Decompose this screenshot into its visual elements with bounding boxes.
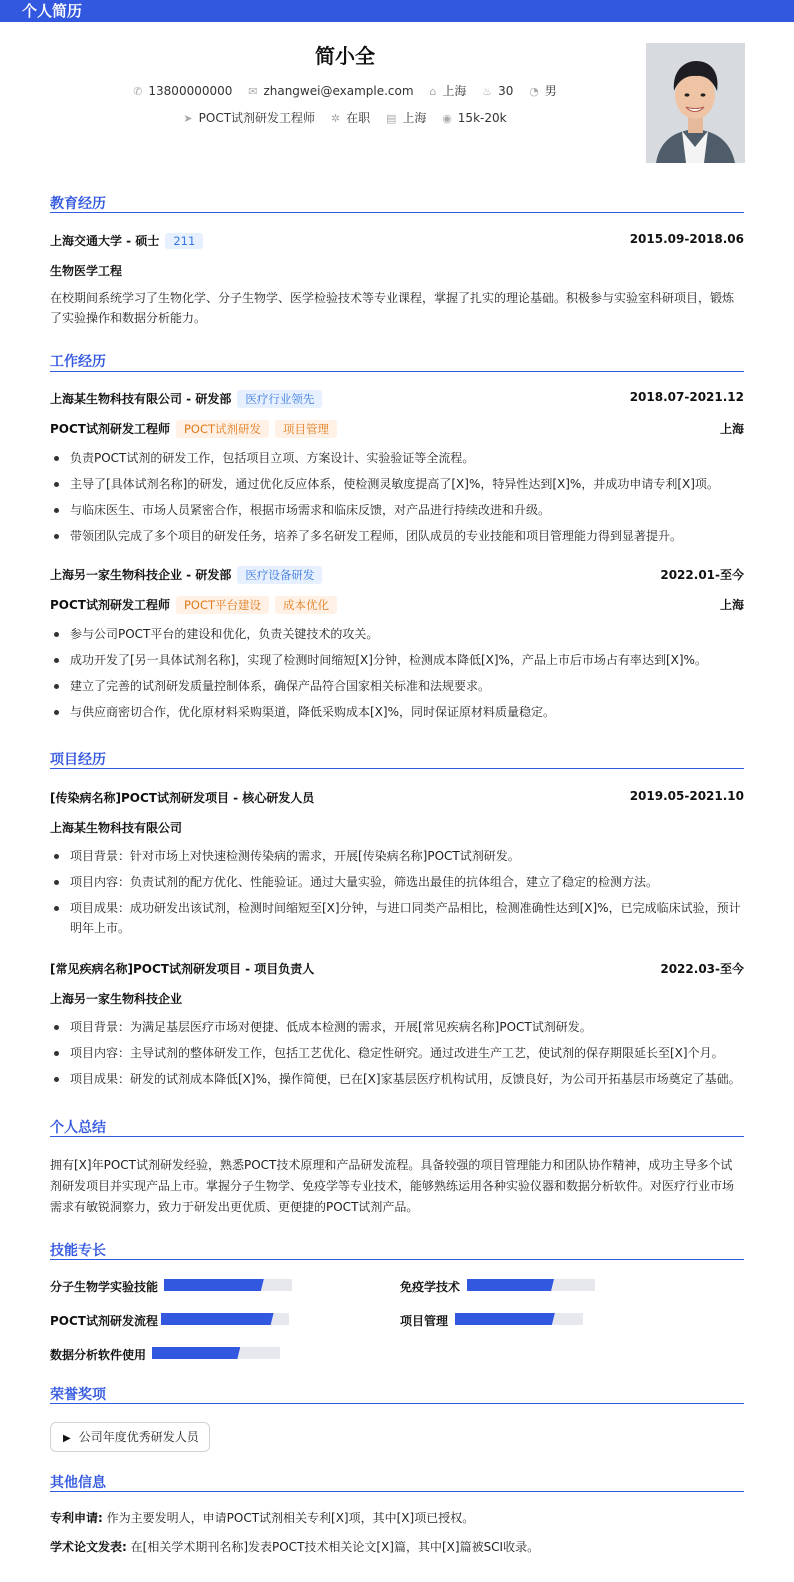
skill-2-bar <box>467 1279 595 1291</box>
phone-item <box>133 84 232 98</box>
list-item: 项目背景：针对市场上对快速检测传染病的需求，开展[传染病名称]POCT试剂研发。 <box>50 846 744 866</box>
other-item-1 <box>50 1508 744 1528</box>
home-icon: ⌂ <box>429 85 437 98</box>
gender-text: 男 <box>544 84 557 98</box>
target-city-text: 上海 <box>402 111 427 125</box>
award-label: 公司年度优秀研发人员 <box>78 1430 199 1444</box>
coin-icon: ◉ <box>442 112 452 125</box>
status-text: 在职 <box>346 111 371 125</box>
skill-4-label: 项目管理 <box>400 1314 449 1328</box>
skill-4-bar <box>455 1313 583 1325</box>
list-item: 主导了[具体试剂名称]的研发，通过优化反应体系，使检测灵敏度提高了[X]%，特异性达到[X]%，并成功申请专利[X]项。 <box>50 474 744 494</box>
work-1-tag: 医疗行业领先 <box>237 390 322 408</box>
location-text: 上海 <box>442 84 467 98</box>
age-item <box>482 84 513 98</box>
education-major: 生物医学工程 <box>50 264 123 278</box>
skill-2-label: 免疫学技术 <box>400 1280 461 1294</box>
list-item: 带领团队完成了多个项目的研发任务，培养了多名研发工程师，团队成员的专业技能和项目管理能力得到显著提升。 <box>50 526 744 546</box>
email-text: zhangwei@example.com <box>263 84 414 98</box>
gear-icon: ✲ <box>330 112 341 125</box>
work-section-title: 工作经历 <box>50 354 106 370</box>
work-2-role <box>50 596 337 614</box>
work-2-city: 上海 <box>719 598 744 612</box>
skill-5-label: 数据分析软件使用 <box>50 1348 147 1362</box>
target-city-item <box>386 109 426 126</box>
project-1-title: [传染病名称]POCT试剂研发项目 - 核心研发人员 <box>50 791 315 805</box>
other-item-2 <box>50 1537 744 1557</box>
skill-1-bar <box>164 1279 292 1291</box>
status-item <box>331 109 370 126</box>
honors-divider <box>50 1403 744 1404</box>
list-item: 项目成果：研发的试剂成本降低[X]%，操作简便，已在[X]家基层医疗机构试用，反馈良好，为公司开拓基层市场奠定了基础。 <box>50 1069 744 1089</box>
project-2-date: 2022.03-至今 <box>660 962 744 976</box>
skill-2-fill <box>467 1279 554 1291</box>
education-school-text: 上海交通大学 - 硕士 <box>50 234 160 248</box>
email-item <box>248 84 413 98</box>
work-1-tag-1: POCT试剂研发 <box>176 420 269 438</box>
work-2-date: 2022.01-至今 <box>660 568 744 582</box>
list-item: 项目内容：负责试剂的配方优化、性能验证。通过大量实验，筛选出最佳的抗体组合，建立了稳定的检测方法。 <box>50 872 744 892</box>
avatar <box>646 43 745 163</box>
work-1-role-text: POCT试剂研发工程师 <box>50 422 170 436</box>
work-1-tag-2: 项目管理 <box>275 420 337 438</box>
work-1-date: 2018.07-2021.12 <box>629 390 744 404</box>
work-2-company <box>50 566 322 584</box>
contact-row <box>0 82 690 99</box>
gender-item <box>529 82 557 99</box>
education-date: 2015.09-2018.06 <box>629 232 744 246</box>
work-2-bullets <box>50 624 744 728</box>
phone-text: 13800000000 <box>148 84 233 98</box>
mail-icon: ✉ <box>248 85 258 98</box>
cake-icon: ♨ <box>482 85 493 98</box>
education-divider <box>50 212 744 213</box>
summary-section-title: 个人总结 <box>50 1120 106 1136</box>
other-item-1-text: 作为主要发明人，申请POCT试剂相关专利[X]项，其中[X]项已授权。 <box>106 1511 475 1525</box>
list-item: 项目背景：为满足基层医疗市场对便捷、低成本检测的需求，开展[常见疾病名称]POCT试剂研发。 <box>50 1017 744 1037</box>
building-icon: ▤ <box>385 112 397 125</box>
salary-item <box>442 111 506 125</box>
send-icon: ➤ <box>183 112 193 125</box>
education-desc: 在校期间系统学习了生物化学、分子生物学、医学检验技术等专业课程，掌握了扎实的理论基础。积极参与实验室科研项目，锻炼了实验操作和数据分析能力。 <box>50 291 735 325</box>
phone-icon: ✆ <box>133 85 143 98</box>
list-item: 成功开发了[另一具体试剂名称]，实现了检测时间缩短[X]分钟，检测成本降低[X]%，产品上市后市场占有率达到[X]%。 <box>50 650 744 670</box>
project-2-title: [常见疾病名称]POCT试剂研发项目 - 项目负责人 <box>50 962 315 976</box>
work-2-tag-1: POCT平台建设 <box>176 596 269 614</box>
skill-3-fill <box>161 1313 274 1325</box>
work-2-company-text: 上海另一家生物科技企业 - 研发部 <box>50 568 232 582</box>
other-item-2-text: 在[相关学术期刊名称]发表POCT技术相关论文[X]篇，其中[X]篇被SCI收录。 <box>130 1540 540 1554</box>
project-2-bullets <box>50 1017 744 1095</box>
header-title: 个人简历 <box>22 2 83 20</box>
list-item: 与供应商密切合作，优化原材料采购渠道，降低采购成本[X]%，同时保证原材料质量稳定。 <box>50 702 744 722</box>
project-1-company: 上海某生物科技有限公司 <box>50 821 183 835</box>
work-1-city: 上海 <box>719 422 744 436</box>
list-item: 项目成果：成功研发出该试剂，检测时间缩短至[X]分钟，与进口同类产品相比，检测准确性达到[X]%，已完成临床试验，预计明年上市。 <box>50 898 744 938</box>
work-1-bullets <box>50 448 744 552</box>
list-item: 与临床医生、市场人员紧密合作，根据市场需求和临床反馈，对产品进行持续改进和升级。 <box>50 500 744 520</box>
other-item-1-label: 专利申请: <box>50 1511 103 1525</box>
education-tag: 211 <box>165 233 203 249</box>
header-bar <box>0 0 794 22</box>
honors-section-title: 荣誉奖项 <box>50 1387 106 1403</box>
projects-divider <box>50 768 744 769</box>
play-icon: ▶ <box>63 1433 71 1444</box>
job-intent-row <box>0 109 690 126</box>
candidate-name: 简小全 <box>315 44 375 68</box>
location-item <box>429 82 466 99</box>
project-1-bullets <box>50 846 744 944</box>
target-job-text: POCT试剂研发工程师 <box>198 111 316 125</box>
skill-3-label: POCT试剂研发流程 <box>50 1314 158 1328</box>
list-item: 负责POCT试剂的研发工作，包括项目立项、方案设计、实验验证等全流程。 <box>50 448 744 468</box>
gender-icon: ◔ <box>529 85 539 98</box>
projects-section-title: 项目经历 <box>50 752 106 768</box>
other-divider <box>50 1491 744 1492</box>
award-item[interactable] <box>50 1422 210 1452</box>
age-text: 30 <box>498 84 514 98</box>
work-2-tag-2: 成本优化 <box>275 596 337 614</box>
work-2-role-text: POCT试剂研发工程师 <box>50 598 170 612</box>
other-item-2-label: 学术论文发表: <box>50 1540 127 1554</box>
work-2-tag: 医疗设备研发 <box>237 566 322 584</box>
project-1-date: 2019.05-2021.10 <box>629 789 744 803</box>
list-item: 建立了完善的试剂研发质量控制体系，确保产品符合国家相关标准和法规要求。 <box>50 676 744 696</box>
list-item: 项目内容：主导试剂的整体研发工作，包括工艺优化、稳定性研究。通过改进生产工艺，使试剂的保存期限延长至[X]个月。 <box>50 1043 744 1063</box>
skill-5-fill <box>152 1347 240 1359</box>
list-item: 参与公司POCT平台的建设和优化，负责关键技术的攻关。 <box>50 624 744 644</box>
salary-text: 15k-20k <box>457 111 507 125</box>
project-2-company: 上海另一家生物科技企业 <box>50 992 183 1006</box>
education-section-title: 教育经历 <box>50 196 106 212</box>
work-1-company <box>50 390 322 408</box>
work-1-role <box>50 420 337 438</box>
target-job-item <box>183 109 315 126</box>
skills-divider <box>50 1259 744 1260</box>
skill-1-fill <box>164 1279 264 1291</box>
summary-text: 拥有[X]年POCT试剂研发经验，熟悉POCT技术原理和产品研发流程。具备较强的项目管理能力和团队协作精神，成功主导多个试剂研发项目并实现产品上市。掌握分子生物学、免疫学等专业技术，能够熟练运用各种实验仪器和数据分析软件。对医疗行业市场需求有敏锐洞察力，致力于研发出更优质、更便捷的POCT试剂产品。 <box>50 1158 735 1214</box>
skills-section-title: 技能专长 <box>50 1243 106 1259</box>
avatar-portrait-icon <box>646 43 745 163</box>
education-school <box>50 232 203 249</box>
skill-4-fill <box>455 1313 555 1325</box>
work-1-company-text: 上海某生物科技有限公司 - 研发部 <box>50 392 232 406</box>
skill-3-bar <box>161 1313 289 1325</box>
skill-1-label: 分子生物学实验技能 <box>50 1280 159 1294</box>
summary-divider <box>50 1136 744 1137</box>
work-divider <box>50 371 744 372</box>
skill-5-bar <box>152 1347 280 1359</box>
other-section-title: 其他信息 <box>50 1475 106 1491</box>
